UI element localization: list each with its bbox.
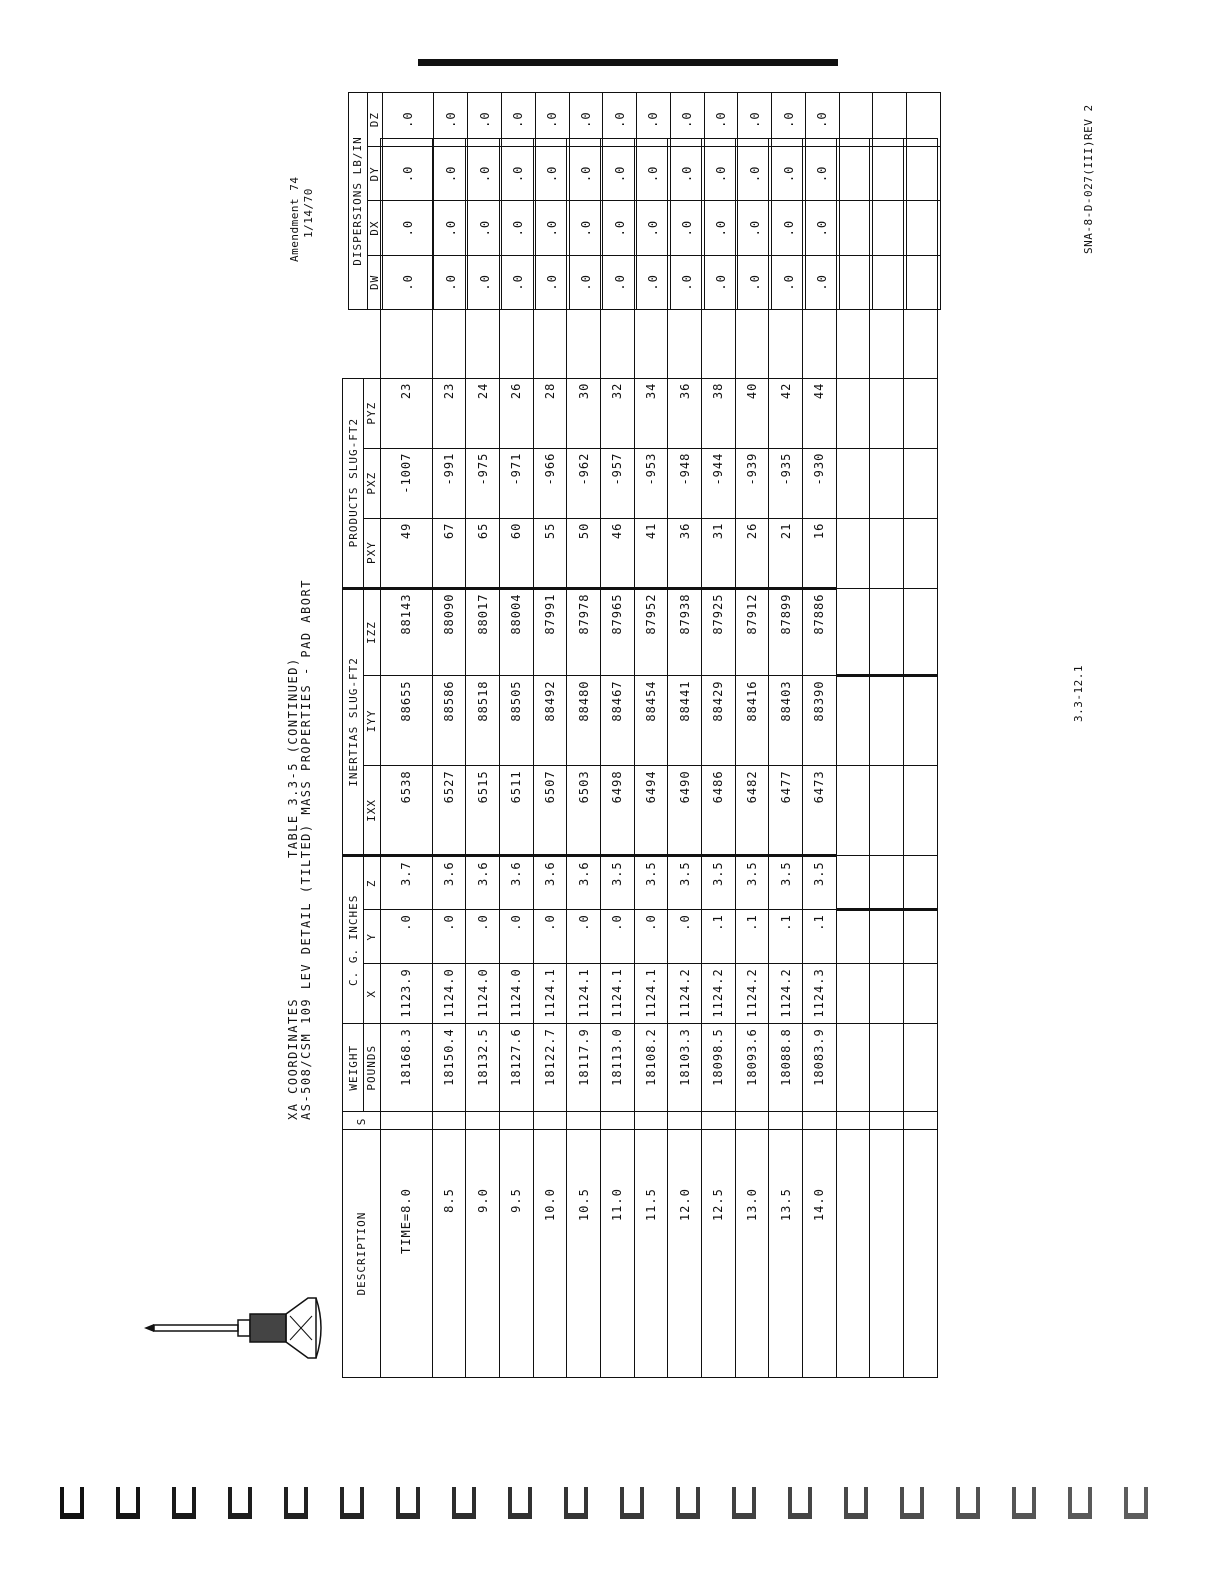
table-cell: -962 — [567, 448, 601, 518]
tape-mark — [956, 1487, 980, 1519]
tape-mark — [508, 1487, 532, 1519]
table-cell: 3.7 — [380, 856, 432, 910]
table-subtitle: AS-508/CSM 109 LEV DETAIL (TILTED) MASS PROPERTIES - PAD ABORT — [299, 579, 313, 1120]
table-cell: 36 — [668, 378, 702, 448]
dispersion-row-blank — [873, 93, 907, 310]
dispersion-cell: .0 — [603, 255, 637, 309]
table-cell: -935 — [769, 448, 803, 518]
dispersion-row — [805, 93, 839, 310]
table-cell: 13.0 — [735, 1130, 769, 1378]
table-cell: 44 — [803, 378, 837, 448]
header-pyz: PYZ — [364, 378, 381, 448]
dispersion-row — [603, 93, 637, 310]
dispersion-cell: .0 — [468, 93, 502, 147]
tape-mark — [396, 1487, 420, 1519]
header-pxy: PXY — [364, 518, 381, 588]
table-cell: -957 — [600, 448, 634, 518]
table-row — [499, 139, 533, 1378]
table-cell-s — [735, 1112, 769, 1130]
dispersion-cell: .0 — [434, 93, 468, 147]
header-dw: DW — [367, 255, 382, 309]
header-inertias: INERTIAS SLUG-FT2 — [343, 588, 364, 856]
table-cell-s — [432, 1112, 466, 1130]
dispersion-cell: .0 — [535, 255, 569, 309]
table-cell: 3.5 — [634, 856, 668, 910]
table-cell: -971 — [499, 448, 533, 518]
table-cell: 1124.0 — [466, 964, 500, 1024]
table-cell: 9.5 — [499, 1130, 533, 1378]
table-cell: 88441 — [668, 676, 702, 766]
dispersion-cell: .0 — [535, 201, 569, 255]
table-cell: 3.5 — [600, 856, 634, 910]
table-row-blank — [904, 139, 938, 1378]
table-cell: 65 — [466, 518, 500, 588]
table-cell: -939 — [735, 448, 769, 518]
table-cell: 1124.1 — [533, 964, 567, 1024]
table-cell: 13.5 — [769, 1130, 803, 1378]
dispersion-row — [738, 93, 772, 310]
dispersion-row — [502, 93, 536, 310]
table-cell-s — [668, 1112, 702, 1130]
table-row — [702, 139, 736, 1378]
table-cell: 88518 — [466, 676, 500, 766]
table-cell: 8.5 — [432, 1130, 466, 1378]
table-cell: 12.5 — [702, 1130, 736, 1378]
table-cell: 18083.9 — [803, 1024, 837, 1112]
table-title: TABLE 3.3-5 (CONTINUED) — [286, 657, 300, 858]
header-products: PRODUCTS SLUG-FT2 — [343, 378, 364, 588]
tape-mark — [452, 1487, 476, 1519]
dispersion-row — [569, 93, 603, 310]
table-cell: 1124.2 — [735, 964, 769, 1024]
table-cell: 16 — [803, 518, 837, 588]
table-cell: 1124.2 — [702, 964, 736, 1024]
dispersion-cell: .0 — [805, 93, 839, 147]
dispersion-cell: .0 — [502, 93, 536, 147]
dispersion-cell: .0 — [382, 147, 434, 201]
dispersion-cell: .0 — [468, 255, 502, 309]
table-cell-s — [600, 1112, 634, 1130]
header-cg: C. G. INCHES — [343, 856, 364, 1024]
table-cell: 55 — [533, 518, 567, 588]
table-cell: 88586 — [432, 676, 466, 766]
tape-mark — [900, 1487, 924, 1519]
dispersion-cell: .0 — [704, 147, 738, 201]
table-cell: 3.5 — [769, 856, 803, 910]
dispersion-cell: .0 — [738, 201, 772, 255]
table-cell: 18132.5 — [466, 1024, 500, 1112]
table-cell: 34 — [634, 378, 668, 448]
table-cell: -991 — [432, 448, 466, 518]
dispersion-cell: .0 — [738, 255, 772, 309]
table-row — [769, 139, 803, 1378]
table-cell: 18117.9 — [567, 1024, 601, 1112]
table-cell: 6527 — [432, 766, 466, 856]
table-cell: 3.6 — [432, 856, 466, 910]
dispersion-cell: .0 — [805, 255, 839, 309]
table-cell: 18103.3 — [668, 1024, 702, 1112]
dispersion-row — [772, 93, 806, 310]
table-cell: 18113.0 — [600, 1024, 634, 1112]
coords-label: XA COORDINATES — [286, 997, 300, 1120]
table-cell: 3.5 — [702, 856, 736, 910]
table-row — [668, 139, 702, 1378]
table-cell: .1 — [735, 910, 769, 964]
dispersion-cell: .0 — [637, 201, 671, 255]
table-cell: -948 — [668, 448, 702, 518]
table-cell: -975 — [466, 448, 500, 518]
table-cell: 50 — [567, 518, 601, 588]
table-cell: 6477 — [769, 766, 803, 856]
tape-mark — [564, 1487, 588, 1519]
dispersion-cell: .0 — [382, 93, 434, 147]
table-cell-s — [567, 1112, 601, 1130]
tape-mark — [620, 1487, 644, 1519]
table-cell: 1123.9 — [380, 964, 432, 1024]
table-cell: -930 — [803, 448, 837, 518]
dispersion-row — [468, 93, 502, 310]
table-cell: 18127.6 — [499, 1024, 533, 1112]
table-cell: 1124.0 — [432, 964, 466, 1024]
table-cell: 88429 — [702, 676, 736, 766]
dispersion-cell: .0 — [670, 93, 704, 147]
dispersion-cell: .0 — [670, 147, 704, 201]
scan-tape-marks — [60, 1487, 1150, 1519]
table-cell: 23 — [380, 378, 432, 448]
table-cell: 26 — [735, 518, 769, 588]
dispersion-cell: .0 — [603, 147, 637, 201]
tape-mark — [676, 1487, 700, 1519]
table-cell-s — [803, 1112, 837, 1130]
table-cell: 6482 — [735, 766, 769, 856]
dispersion-cell: .0 — [704, 255, 738, 309]
table-cell: 41 — [634, 518, 668, 588]
table-cell: 18168.3 — [380, 1024, 432, 1112]
dispersion-cell: .0 — [502, 201, 536, 255]
dispersion-cell: .0 — [569, 201, 603, 255]
table-cell: .0 — [634, 910, 668, 964]
header-pounds: POUNDS — [364, 1024, 381, 1112]
dispersion-cell: .0 — [738, 147, 772, 201]
header-dy: DY — [367, 147, 382, 201]
dispersion-cell: .0 — [772, 201, 806, 255]
page-number: 3.3-12.1 — [1072, 665, 1085, 722]
dispersion-cell: .0 — [805, 201, 839, 255]
table-cell: 6507 — [533, 766, 567, 856]
table-row — [634, 139, 668, 1378]
dispersion-cell: .0 — [535, 93, 569, 147]
dispersion-row — [535, 93, 569, 310]
dispersion-cell: .0 — [805, 147, 839, 201]
table-row — [380, 139, 432, 1378]
header-izz: IZZ — [364, 588, 381, 676]
table-cell: 87899 — [769, 588, 803, 676]
table-cell: 46 — [600, 518, 634, 588]
dispersion-cell: .0 — [603, 201, 637, 255]
table-row — [567, 139, 601, 1378]
table-cell: 87952 — [634, 588, 668, 676]
dispersion-cell: .0 — [772, 147, 806, 201]
dispersion-cell: .0 — [738, 93, 772, 147]
table-cell: .0 — [432, 910, 466, 964]
header-z: Z — [364, 856, 381, 910]
table-cell: 10.0 — [533, 1130, 567, 1378]
table-cell: 9.0 — [466, 1130, 500, 1378]
table-cell: 30 — [567, 378, 601, 448]
table-cell: 28 — [533, 378, 567, 448]
table-cell: 88143 — [380, 588, 432, 676]
tape-mark — [1012, 1487, 1036, 1519]
dispersion-cell: .0 — [468, 147, 502, 201]
dispersion-row — [704, 93, 738, 310]
table-cell-s — [533, 1112, 567, 1130]
dispersion-cell: .0 — [535, 147, 569, 201]
table-cell: 87912 — [735, 588, 769, 676]
table-cell: 23 — [432, 378, 466, 448]
table-cell: 49 — [380, 518, 432, 588]
table-cell: 3.5 — [735, 856, 769, 910]
table-cell: 36 — [668, 518, 702, 588]
table-cell: 1124.2 — [769, 964, 803, 1024]
table-cell: 40 — [735, 378, 769, 448]
table-cell: 18150.4 — [432, 1024, 466, 1112]
dispersion-cell: .0 — [772, 93, 806, 147]
table-cell: 6473 — [803, 766, 837, 856]
table-cell: 38 — [702, 378, 736, 448]
tape-mark — [228, 1487, 252, 1519]
table-cell: .0 — [533, 910, 567, 964]
table-cell: 42 — [769, 378, 803, 448]
tape-mark — [1124, 1487, 1148, 1519]
document-id: SNA-8-D-027(III)REV 2 — [1082, 104, 1095, 254]
dispersion-cell: .0 — [704, 93, 738, 147]
tape-mark — [60, 1487, 84, 1519]
tape-mark — [116, 1487, 140, 1519]
table-cell: .0 — [668, 910, 702, 964]
table-cell: 6515 — [466, 766, 500, 856]
table-cell: -1007 — [380, 448, 432, 518]
tape-mark — [340, 1487, 364, 1519]
dispersion-row — [637, 93, 671, 310]
dispersion-row-blank — [839, 93, 873, 310]
table-cell: 11.5 — [634, 1130, 668, 1378]
table-row-blank — [836, 139, 870, 1378]
dispersion-cell: .0 — [468, 201, 502, 255]
table-cell: 87925 — [702, 588, 736, 676]
table-cell: 3.5 — [668, 856, 702, 910]
header-x: X — [364, 964, 381, 1024]
table-cell: 32 — [600, 378, 634, 448]
table-cell: 1124.3 — [803, 964, 837, 1024]
table-row — [600, 139, 634, 1378]
table-cell: 88505 — [499, 676, 533, 766]
table-cell: 1124.1 — [634, 964, 668, 1024]
dispersion-row — [434, 93, 468, 310]
table-cell: 18088.8 — [769, 1024, 803, 1112]
table-cell-s — [769, 1112, 803, 1130]
table-cell: 6498 — [600, 766, 634, 856]
table-cell: 24 — [466, 378, 500, 448]
table-cell: 3.6 — [533, 856, 567, 910]
table-cell: 10.5 — [567, 1130, 601, 1378]
table-cell: 87886 — [803, 588, 837, 676]
table-cell: 6503 — [567, 766, 601, 856]
table-cell: 87991 — [533, 588, 567, 676]
table-cell: 1124.1 — [600, 964, 634, 1024]
dispersion-row — [382, 93, 434, 310]
table-cell: 14.0 — [803, 1130, 837, 1378]
table-cell: 6486 — [702, 766, 736, 856]
table-cell: 1124.2 — [668, 964, 702, 1024]
amendment-date: 1/14/70 — [302, 188, 315, 238]
table-cell: -944 — [702, 448, 736, 518]
header-iyy: IYY — [364, 676, 381, 766]
table-cell-s — [380, 1112, 432, 1130]
dispersion-cell: .0 — [637, 93, 671, 147]
tape-mark — [172, 1487, 196, 1519]
dispersion-cell: .0 — [434, 201, 468, 255]
dispersion-row — [670, 93, 704, 310]
dispersions-table — [348, 92, 941, 310]
table-row-blank — [870, 139, 904, 1378]
table-cell: .1 — [702, 910, 736, 964]
table-cell: 18093.6 — [735, 1024, 769, 1112]
table-cell: 6511 — [499, 766, 533, 856]
table-cell-s — [634, 1112, 668, 1130]
header-dx: DX — [367, 201, 382, 255]
table-cell: 18108.2 — [634, 1024, 668, 1112]
table-cell: 12.0 — [668, 1130, 702, 1378]
table-cell: 3.6 — [567, 856, 601, 910]
launch-escape-vehicle-icon — [140, 1292, 330, 1364]
table-row — [466, 139, 500, 1378]
table-cell: 88454 — [634, 676, 668, 766]
dispersion-cell: .0 — [502, 255, 536, 309]
dispersion-cell: .0 — [502, 147, 536, 201]
table-cell: 3.5 — [803, 856, 837, 910]
table-cell: 67 — [432, 518, 466, 588]
table-cell-s — [466, 1112, 500, 1130]
table-cell: 88403 — [769, 676, 803, 766]
header-description: DESCRIPTION — [343, 1130, 381, 1378]
top-rule — [418, 59, 838, 66]
header-dz: DZ — [367, 93, 382, 147]
table-cell: 3.6 — [466, 856, 500, 910]
table-cell: 88492 — [533, 676, 567, 766]
dispersion-cell: .0 — [670, 201, 704, 255]
table-cell: 18122.7 — [533, 1024, 567, 1112]
table-cell: 1124.1 — [567, 964, 601, 1024]
dispersion-cell: .0 — [569, 255, 603, 309]
table-cell: 11.0 — [600, 1130, 634, 1378]
table-cell: 87978 — [567, 588, 601, 676]
dispersion-cell: .0 — [382, 201, 434, 255]
table-cell: 18098.5 — [702, 1024, 736, 1112]
table-cell-s — [499, 1112, 533, 1130]
table-cell: .0 — [567, 910, 601, 964]
table-cell-s — [702, 1112, 736, 1130]
header-weight: WEIGHT — [343, 1024, 364, 1112]
header-y: Y — [364, 910, 381, 964]
tape-mark — [284, 1487, 308, 1519]
dispersions-title: DISPERSIONS LB/IN — [349, 93, 368, 310]
amendment-label: Amendment 74 — [288, 176, 301, 262]
table-cell: 21 — [769, 518, 803, 588]
table-cell: -953 — [634, 448, 668, 518]
table-cell: 88390 — [803, 676, 837, 766]
mass-properties-table — [342, 138, 938, 1378]
table-cell: 1124.0 — [499, 964, 533, 1024]
table-cell: 88090 — [432, 588, 466, 676]
table-cell: .1 — [803, 910, 837, 964]
dispersion-cell: .0 — [670, 255, 704, 309]
table-cell: 26 — [499, 378, 533, 448]
dispersion-cell: .0 — [569, 93, 603, 147]
dispersion-cell: .0 — [434, 147, 468, 201]
tape-mark — [732, 1487, 756, 1519]
table-cell: .0 — [466, 910, 500, 964]
table-cell: 88004 — [499, 588, 533, 676]
table-cell: 6494 — [634, 766, 668, 856]
table-cell: .1 — [769, 910, 803, 964]
table-cell: 31 — [702, 518, 736, 588]
header-ixx: IXX — [364, 766, 381, 856]
tape-mark — [788, 1487, 812, 1519]
table-cell: 87965 — [600, 588, 634, 676]
dispersion-cell: .0 — [603, 93, 637, 147]
header-pxz: PXZ — [364, 448, 381, 518]
table-cell: 6490 — [668, 766, 702, 856]
table-cell: 6538 — [380, 766, 432, 856]
dispersion-cell: .0 — [569, 147, 603, 201]
dispersion-cell: .0 — [434, 255, 468, 309]
table-cell: 88480 — [567, 676, 601, 766]
table-cell: .0 — [600, 910, 634, 964]
table-cell: 3.6 — [499, 856, 533, 910]
dispersion-cell: .0 — [704, 201, 738, 255]
table-cell: 87938 — [668, 588, 702, 676]
tape-mark — [844, 1487, 868, 1519]
header-s: S — [343, 1112, 381, 1130]
table-row — [735, 139, 769, 1378]
table-cell: .0 — [380, 910, 432, 964]
table-cell: 88467 — [600, 676, 634, 766]
table-cell: TIME=8.0 — [380, 1130, 432, 1378]
table-cell: 60 — [499, 518, 533, 588]
table-cell: -966 — [533, 448, 567, 518]
table-cell: 88416 — [735, 676, 769, 766]
dispersion-row-blank — [907, 93, 941, 310]
table-cell: .0 — [499, 910, 533, 964]
dispersion-cell: .0 — [637, 147, 671, 201]
table-cell: 88655 — [380, 676, 432, 766]
table-row — [803, 139, 837, 1378]
tape-mark — [1068, 1487, 1092, 1519]
table-row — [432, 139, 466, 1378]
dispersion-cell: .0 — [637, 255, 671, 309]
dispersion-cell: .0 — [772, 255, 806, 309]
table-cell: 88017 — [466, 588, 500, 676]
table-row — [533, 139, 567, 1378]
dispersion-cell: .0 — [382, 255, 434, 309]
